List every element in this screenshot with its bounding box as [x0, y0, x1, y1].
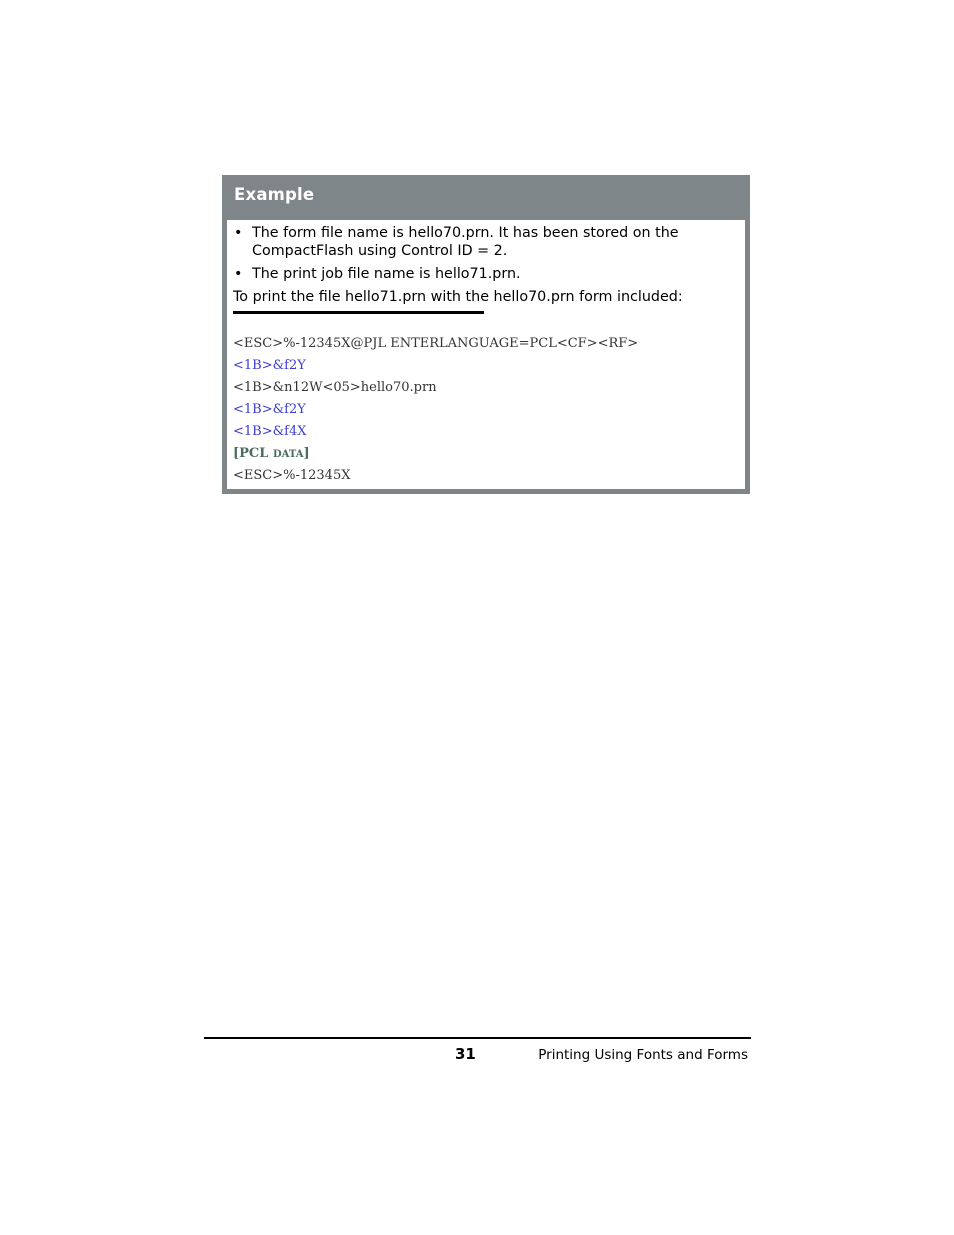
bullet-dot: •: [234, 266, 243, 282]
footer-rule: [204, 1037, 751, 1039]
bullet-list: [233, 224, 733, 288]
code-line: <1B>&f4X: [233, 424, 307, 439]
code-line: <1B>&f2Y: [233, 402, 306, 417]
intro-text: To print the file hello71.prn with the hello70.prn form included:: [233, 289, 683, 305]
code-block: [233, 333, 638, 487]
separator-rule: [233, 311, 484, 314]
bullet-item: [233, 265, 733, 283]
example-title: Example: [234, 185, 315, 204]
code-line: <1B>&f2Y: [233, 358, 306, 373]
code-line: <1B>&n12W<05>hello70.prn: [233, 380, 437, 395]
code-suffix: ]: [303, 446, 310, 461]
footer-title: Printing Using Fonts and Forms: [538, 1047, 748, 1063]
code-line-pcl-data: [233, 443, 638, 465]
bullet-dot: •: [234, 225, 243, 241]
page-number: 31: [455, 1045, 476, 1063]
example-box: [222, 175, 750, 494]
code-prefix: [PCL: [233, 446, 273, 461]
code-line: <ESC>%-12345X@PJL ENTERLANGUAGE=PCL<CF><RF>: [233, 336, 639, 351]
code-line: <ESC>%-12345X: [233, 468, 351, 483]
example-body: [227, 220, 745, 489]
code-small-caps: DATA: [272, 449, 304, 460]
bullet-item: [233, 224, 733, 260]
bullet-text: The form file name is hello70.prn. It has been stored on the CompactFlash using Control ID = 2.: [252, 225, 679, 259]
bullet-text: The print job file name is hello71.prn.: [252, 266, 521, 282]
